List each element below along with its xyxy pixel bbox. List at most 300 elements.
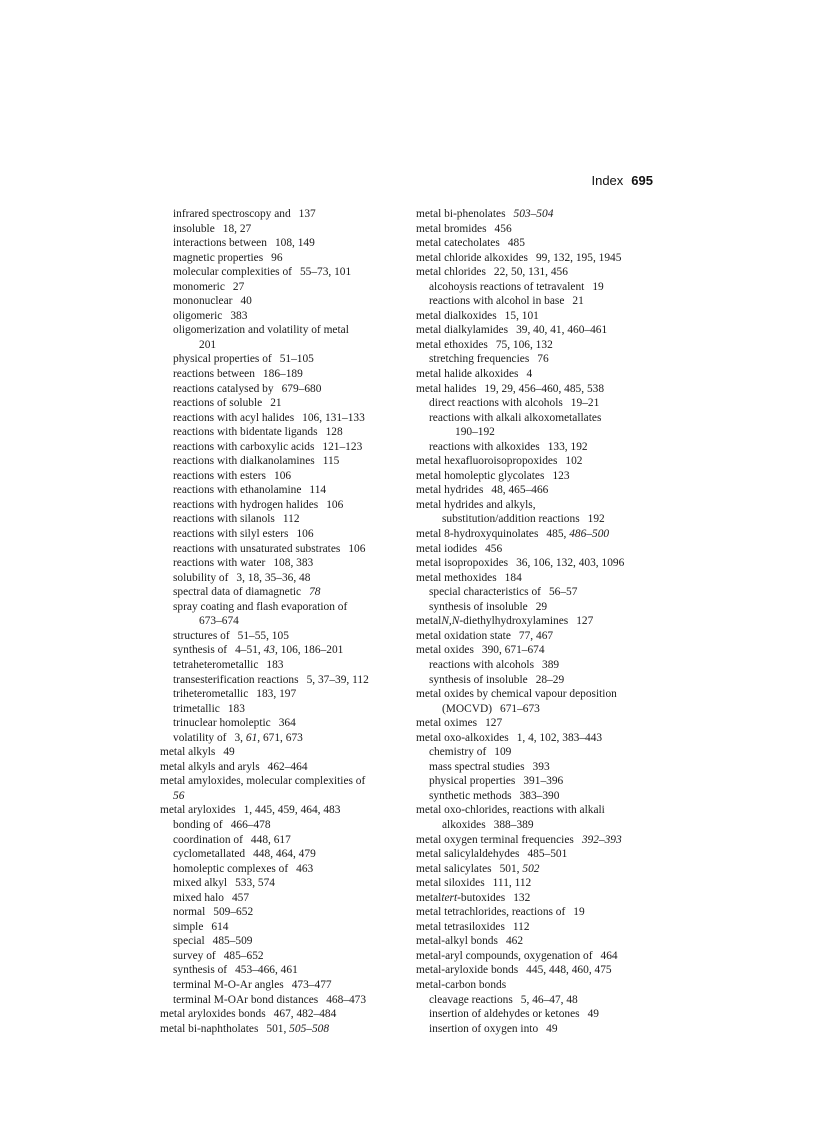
index-entry (160, 236, 400, 251)
page-refs: 123 (552, 469, 570, 482)
entry-pages (488, 339, 553, 351)
entry-term: synthesis of insoluble (429, 600, 528, 613)
page-refs: 49 (587, 1008, 599, 1021)
entry-term: metal aryloxides (160, 804, 236, 817)
entry-term: triheterometallic (173, 688, 249, 701)
page-refs-italic: 43 (263, 644, 275, 657)
entry-pages (224, 892, 249, 904)
index-entry (160, 993, 400, 1008)
entry-pages (528, 674, 564, 686)
page-refs: 21 (572, 295, 584, 308)
index-entry (416, 847, 656, 862)
page-refs-italic: 503–504 (513, 208, 554, 220)
entry-pages (228, 572, 310, 584)
page-refs: 76 (537, 353, 549, 366)
entry-term: homoleptic complexes of (173, 862, 289, 875)
entry-term: metal bi-phenolates (416, 208, 506, 220)
page-refs: 456 (494, 222, 512, 235)
entry-pages (528, 252, 621, 264)
index-entry (416, 265, 656, 280)
index-entry (416, 905, 656, 920)
page-refs-italic: 61 (245, 731, 258, 744)
entry-pages (541, 586, 577, 598)
page-refs: 132 (513, 891, 531, 904)
entry-pages (245, 848, 316, 860)
entry-term: special (173, 935, 205, 948)
index-entry (416, 498, 656, 513)
entry-term: insertion of oxygen into (429, 1022, 539, 1035)
page-refs: 388–389 (493, 818, 534, 831)
entry-pages (260, 761, 308, 773)
entry-term: cleavage reactions (429, 993, 513, 1006)
entry-pages (538, 1023, 557, 1035)
page-refs: 40 (240, 295, 252, 308)
index-entry (160, 614, 400, 629)
index-entry (416, 440, 656, 455)
running-header (591, 173, 653, 188)
index-entry (160, 789, 400, 804)
entry-term: metal oximes (416, 717, 478, 730)
entry-term: metal tetrachlorides, reactions of (416, 906, 566, 919)
entry-pages (486, 746, 511, 758)
entry-pages (518, 368, 532, 380)
index-entry (416, 571, 656, 586)
index-entry (160, 673, 400, 688)
page-refs-italic: 78 (309, 586, 321, 599)
page-refs: 467, 482–484 (273, 1008, 337, 1021)
entry-term: (MOCVD) (442, 702, 492, 715)
page-refs: 183 (227, 702, 245, 715)
entry-pages (492, 863, 540, 875)
index-entry (416, 673, 656, 688)
entry-pages (274, 383, 322, 395)
index-entry (160, 1007, 400, 1022)
entry-pages (593, 950, 618, 962)
page-refs: 389 (542, 658, 560, 671)
index-entry (160, 323, 400, 338)
entry-pages (292, 266, 351, 278)
index-entry (416, 454, 656, 469)
index-entry (416, 338, 656, 353)
page-number: 695 (631, 173, 653, 188)
entry-term: metal tetrasiloxides (416, 920, 505, 933)
entry-pages (301, 586, 320, 598)
page-refs: 128 (325, 426, 343, 439)
index-entry (416, 222, 656, 237)
index-entry (160, 571, 400, 586)
page-refs: 614 (211, 920, 229, 933)
entry-term: metal chlorides (416, 266, 486, 279)
entry-term: spectral data of diamagnetic (173, 586, 302, 599)
entry-term: trimetallic (173, 702, 220, 715)
entry-pages (485, 877, 532, 889)
entry-term-italic: tert (441, 891, 458, 904)
entry-term: mixed alkyl (173, 877, 228, 890)
page-refs: 51–105 (279, 353, 314, 366)
entry-pages (267, 237, 315, 249)
entry-term: solubility of (173, 571, 229, 584)
page-refs: 462–464 (267, 760, 308, 773)
page-refs: 501, (499, 862, 520, 875)
entry-pages (227, 964, 298, 976)
index-entry (160, 934, 400, 949)
page-refs: 445, 448, 460, 475 (526, 964, 612, 977)
page-refs: 19, 29, 456–460, 485, 538 (484, 382, 605, 395)
entry-pages (173, 790, 184, 802)
entry-term: reactions with silyl esters (173, 528, 289, 541)
entry-pages (205, 906, 253, 918)
index-entry (416, 643, 656, 658)
index-column-left (160, 207, 400, 1036)
page-refs: 99, 132, 195, 1945 (535, 251, 622, 264)
page-refs: 102 (565, 455, 583, 468)
entry-pages (506, 208, 554, 220)
entry-pages (318, 499, 343, 511)
entry-term: spray coating and flash evaporation of (173, 600, 348, 613)
index-entry (160, 483, 400, 498)
page-refs: 127 (576, 615, 594, 628)
entry-term: reactions of soluble (173, 397, 263, 410)
page-refs: 364 (278, 717, 296, 730)
index-entry (160, 280, 400, 295)
entry-term: synthesis of insoluble (429, 673, 528, 686)
index-entry (416, 483, 656, 498)
page-refs: 457 (231, 891, 250, 904)
index-entry (160, 643, 400, 658)
entry-pages (487, 223, 512, 235)
page-refs: 463 (296, 862, 314, 875)
entry-pages (271, 717, 296, 729)
page-refs: 106 (326, 498, 344, 511)
entry-pages (497, 310, 539, 322)
page-refs: 106 (348, 542, 366, 555)
entry-term: 201 (199, 338, 217, 351)
entry-term: mononuclear (173, 295, 233, 308)
index-entry (416, 876, 656, 891)
entry-pages (580, 1008, 599, 1020)
index-entry (160, 687, 400, 702)
index-entry (160, 512, 400, 527)
entry-term: direct reactions with alcohols (429, 397, 563, 410)
index-entry (160, 920, 400, 935)
entry-pages (255, 368, 303, 380)
index-entry (416, 833, 656, 848)
entry-term: oligomeric (173, 309, 223, 322)
entry-term: survey of (173, 949, 216, 962)
page-refs-italic: 486–500 (569, 528, 610, 541)
entry-term: chemistry of (429, 746, 487, 759)
index-entry (416, 774, 656, 789)
page-refs: 391–396 (523, 775, 564, 788)
entry-term: metal salicylates (416, 862, 492, 875)
page-refs: 55–73, 101 (299, 266, 352, 279)
page-refs: 1, 445, 459, 464, 483 (243, 804, 341, 817)
index-entry (160, 774, 400, 789)
index-entry (416, 469, 656, 484)
entry-term: monomeric (173, 280, 225, 293)
entry-pages (518, 964, 611, 976)
page-refs: 679–680 (281, 382, 322, 395)
entry-term: stretching frequencies (429, 353, 530, 366)
entry-term: metal bi-naphtholates (160, 1022, 259, 1035)
entry-term: insoluble (173, 222, 215, 235)
page-refs: 5, 37–39, 112 (306, 673, 369, 686)
index-entry (160, 1022, 400, 1037)
entry-pages (519, 848, 567, 860)
page-refs: 112 (512, 920, 530, 933)
index-entry (416, 600, 656, 615)
page-refs-end: , 671, 673 (257, 731, 303, 744)
page-refs: 184 (504, 571, 522, 584)
entry-term: metal chloride alkoxides (416, 251, 528, 264)
entry-term: special characteristics of (429, 586, 541, 599)
entry-pages (225, 281, 244, 293)
entry-term: metal oxo-chlorides, reactions with alkali (416, 804, 605, 817)
page-refs: 485 (507, 237, 525, 250)
entry-pages (216, 950, 264, 962)
index-entry (160, 527, 400, 542)
entry-term: metal oxides by chemical vapour deposition (416, 688, 617, 701)
entry-pages (263, 252, 282, 264)
entry-pages (508, 324, 607, 336)
entry-term: metal salicylaldehydes (416, 848, 520, 861)
entry-pages (266, 1008, 337, 1020)
page-refs: 192 (587, 513, 605, 526)
entry-pages (538, 528, 609, 540)
index-entry (160, 600, 400, 615)
entry-term: reactions with alcohols (429, 658, 535, 671)
index-entry (416, 629, 656, 644)
entry-pages (262, 397, 281, 409)
page-refs: 121–123 (322, 440, 363, 453)
page-refs-italic: 392–393 (581, 833, 622, 846)
index-entry (160, 905, 400, 920)
entry-term: 673–674 (199, 615, 239, 628)
page-refs: 21 (270, 397, 282, 410)
index-entry (160, 207, 400, 222)
index-entry (416, 745, 656, 760)
entry-term: normal (173, 906, 206, 919)
entry-pages (497, 572, 522, 584)
index-entry (416, 1007, 656, 1022)
page-refs: 671–673 (500, 702, 540, 715)
entry-pages (301, 484, 326, 496)
index-entry (416, 367, 656, 382)
entry-term: reactions with unsaturated substrates (173, 542, 341, 555)
page-refs: 51–55, 105 (237, 629, 289, 642)
index-entry (416, 702, 656, 717)
entry-term: bonding of (173, 818, 223, 831)
page-refs: 485–652 (223, 949, 264, 962)
index-entry (160, 265, 400, 280)
index-entry (160, 876, 400, 891)
index-entry (416, 731, 656, 746)
entry-term: reactions with dialkanolamines (173, 455, 315, 468)
entry-pages (299, 674, 369, 686)
entry-term: structures of (173, 629, 230, 642)
entry-term: metal catecholates (416, 237, 500, 250)
index-entry (416, 512, 656, 527)
entry-term: synthesis of (173, 964, 228, 977)
index-entry (160, 716, 400, 731)
entry-term: metal ethoxides (416, 338, 488, 351)
entry-term: 190–192 (455, 426, 495, 439)
page-refs: 127 (485, 717, 503, 730)
entry-term: metal dialkoxides (416, 309, 497, 322)
entry-term: tetraheterometallic (173, 658, 259, 671)
entry-term: reactions with silanols (173, 513, 275, 526)
index-entry (416, 658, 656, 673)
entry-pages (275, 513, 300, 525)
entry-term: reactions with carboxylic acids (173, 440, 315, 453)
entry-term: metal-carbon bonds (416, 978, 507, 991)
entry-pages (474, 644, 545, 656)
page-refs: 456 (485, 542, 503, 555)
index-entry (416, 934, 656, 949)
entry-term: interactions between (173, 237, 267, 250)
index-entry (416, 760, 656, 775)
entry-term: metal 8-hydroxyquinolates (416, 528, 539, 541)
entry-term: metal amyloxides, molecular complexities of (160, 775, 366, 788)
index-entry (416, 818, 656, 833)
index-entry (416, 425, 656, 440)
entry-pages (272, 353, 314, 365)
index-entry (160, 352, 400, 367)
page-refs: 27 (232, 280, 245, 293)
index-entry (416, 993, 656, 1008)
entry-pages (568, 615, 593, 627)
page-refs: 183 (266, 658, 284, 671)
entry-term: metal oxo-alkoxides (416, 731, 509, 744)
entry-term: metal aryloxides bonds (160, 1008, 266, 1021)
index-entry (416, 207, 656, 222)
entry-term: metal dialkylamides (416, 324, 509, 337)
index-entry (160, 411, 400, 426)
entry-term: molecular complexities of (173, 266, 292, 279)
index-entry (416, 236, 656, 251)
entry-term: terminal M-OAr bond distances (173, 993, 319, 1006)
entry-pages (477, 543, 502, 555)
entry-term: substitution/addition reactions (442, 513, 580, 526)
page-refs: 112 (282, 513, 300, 526)
page-refs: 485–509 (212, 935, 253, 948)
page-refs: 464 (600, 949, 618, 962)
page-refs: 19–21 (570, 397, 600, 410)
entry-pages (498, 935, 523, 947)
page-refs: 509–652 (213, 906, 254, 919)
page-refs: 462 (505, 935, 524, 948)
page-refs: 3, (234, 731, 244, 744)
index-entry (160, 556, 400, 571)
entry-term: reactions with alkoxides (429, 440, 540, 453)
entry-term: metal oxygen terminal frequencies (416, 833, 574, 846)
index-entry (416, 585, 656, 600)
page-refs: 448, 464, 479 (253, 848, 316, 861)
page-refs: 75, 106, 132 (495, 338, 553, 351)
index-entry (160, 963, 400, 978)
index-entry (160, 731, 400, 746)
entry-pages (500, 237, 525, 249)
entry-pages (505, 921, 530, 933)
entry-term: terminal M-O-Ar angles (173, 978, 284, 991)
page-refs-italic: 56 (173, 789, 185, 802)
page-refs: 36, 106, 132, 403, 1096 (516, 557, 625, 570)
entry-term: metal (416, 891, 442, 904)
page-refs: 485–501 (527, 848, 568, 861)
entry-pages (515, 775, 563, 787)
index-entry (416, 716, 656, 731)
page-refs: 114 (309, 484, 327, 497)
entry-term: reactions with alkali alkoxometallates (429, 411, 602, 424)
entry-term: reactions with acyl halides (173, 411, 295, 424)
page-refs: 453–466, 461 (235, 964, 298, 977)
entry-term: metal oxides (416, 644, 474, 657)
entry-pages (534, 659, 559, 671)
entry-pages (544, 470, 569, 482)
entry-term: insertion of aldehydes or ketones (429, 1008, 580, 1021)
page-refs: 56–57 (548, 586, 578, 599)
entry-pages (513, 994, 578, 1006)
page-refs: 19 (592, 280, 604, 293)
entry-term: physical properties (429, 775, 516, 788)
entry-pages (288, 863, 313, 875)
page-refs: 106 (274, 469, 292, 482)
page-refs: 49 (223, 746, 235, 759)
index-entry (160, 222, 400, 237)
entry-pages (564, 295, 583, 307)
entry-term: metal hydrides (416, 484, 484, 497)
page-refs: 3, 18, 35–36, 48 (236, 571, 311, 584)
entry-term: reactions with water (173, 557, 266, 570)
page-refs: 5, 46–47, 48 (520, 993, 578, 1006)
page-refs-italic: 502 (522, 862, 540, 875)
entry-pages (525, 761, 550, 773)
section-title: Index (591, 173, 624, 188)
entry-pages (227, 877, 275, 889)
entry-term: metal siloxides (416, 877, 485, 890)
entry-term: metal-aryl compounds, oxygenation of (416, 949, 593, 962)
index-entry (160, 978, 400, 993)
entry-pages (574, 834, 622, 846)
index-entry (416, 949, 656, 964)
entry-term: metal isopropoxides (416, 557, 509, 570)
index-entry (160, 454, 400, 469)
entry-term: mixed halo (173, 891, 224, 904)
entry-term: metal hexafluoroisopropoxides (416, 455, 558, 468)
page-refs: 29 (535, 600, 548, 613)
entry-pages (258, 659, 283, 671)
entry-pages (294, 412, 365, 424)
entry-pages (291, 208, 316, 220)
page-refs: 4–51, (235, 644, 261, 657)
entry-term: metal hydrides and alkyls, (416, 498, 536, 511)
index-entry (160, 745, 400, 760)
entry-term: metal (416, 615, 442, 628)
page-refs: 106 (296, 528, 314, 541)
entry-pages (203, 921, 228, 933)
page-refs: 18, 27 (222, 222, 252, 235)
index-entry (160, 658, 400, 673)
index-entry (416, 382, 656, 397)
entry-term: reactions with esters (173, 469, 266, 482)
entry-pages (232, 295, 251, 307)
page-refs: 19 (573, 906, 585, 919)
page-refs: 109 (494, 746, 512, 759)
index-entry (160, 498, 400, 513)
entry-term: reactions catalysed by (173, 382, 274, 395)
entry-pages (528, 601, 547, 613)
index-entry (160, 367, 400, 382)
